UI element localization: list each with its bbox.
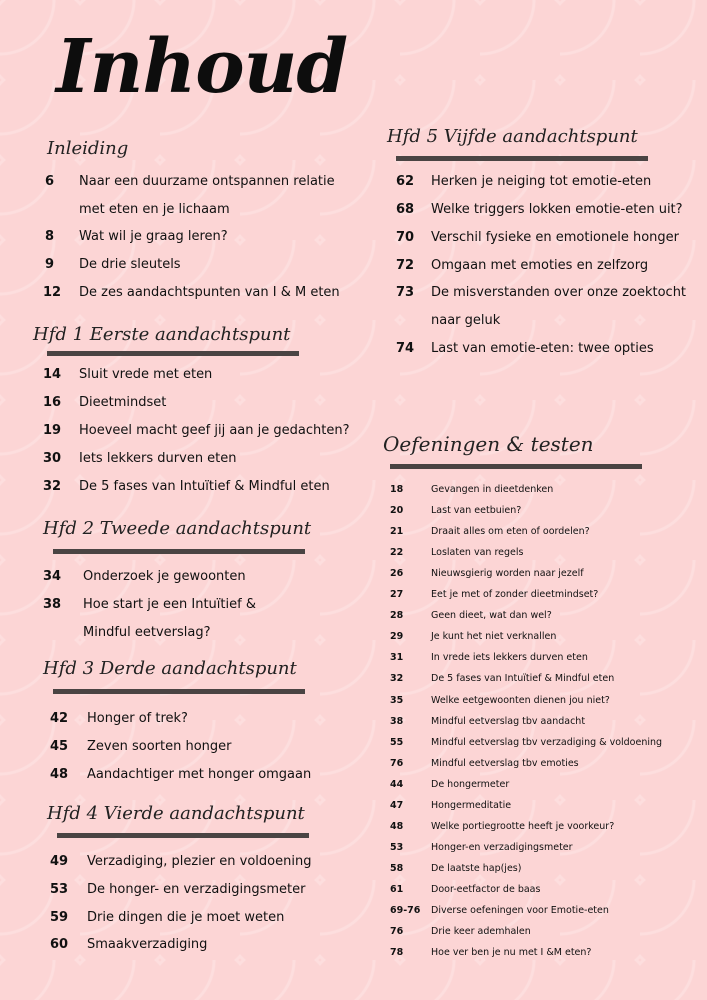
item-text: De 5 fases van Intuïtief & Mindful eten [431,673,615,685]
item-text: De zes aandachtspunten van I & M eten [79,285,340,300]
item-text: In vrede iets lekkers durven eten [431,652,588,664]
page-number: 76 [390,757,404,769]
page-number: 38 [43,597,62,612]
page-number: 32 [43,479,62,494]
section-heading-hfd2: Hfd 2 Tweede aandachtspunt [43,518,312,539]
item-text: Mindful eetverslag tbv emoties [431,757,579,769]
item-text: Hongermeditatie [431,799,512,811]
item-text: Iets lekkers durven eten [79,451,237,466]
item-text: Onderzoek je gewoonten [83,569,246,584]
section-heading-hfd1: Hfd 1 Eerste aandachtspunt [33,324,291,345]
page-number: 73 [396,285,415,300]
page-number: 27 [390,589,404,601]
page-number: 53 [50,882,69,897]
page-number: 74 [396,341,415,356]
item-text: Verschil fysieke en emotionele honger [431,230,680,245]
item-text: Door-eetfactor de baas [431,883,541,895]
page-number: 6 [45,174,55,189]
section-divider [53,689,305,694]
page-number: 70 [396,230,415,245]
item-text: Smaakverzadiging [87,937,208,952]
page-number: 68 [396,202,415,217]
page-number: 32 [390,673,404,685]
page-number: 42 [50,711,69,726]
item-text: Hoe start je een Intuïtief & [83,597,256,612]
item-text: Drie keer ademhalen [431,926,531,938]
page-number: 18 [390,484,404,495]
item-text: Hoeveel macht geef jij aan je gedachten? [79,423,350,438]
page-number: 20 [390,505,404,517]
page-number: 58 [390,862,404,874]
section-divider [390,464,642,469]
item-text: Je kunt het niet verknallen [431,631,557,643]
page-number: 44 [390,778,404,790]
item-text: Geen dieet, wat dan wel? [431,610,552,622]
item-text: Last van eetbuien? [431,505,522,517]
page-number: 48 [390,820,404,832]
item-text: Aandachtiger met honger omgaan [87,767,312,782]
page-number: 26 [390,568,404,580]
page-number: 38 [390,715,404,727]
item-text: Omgaan met emoties en zelfzorg [431,258,649,273]
item-text: Honger of trek? [87,711,188,726]
page-number: 30 [43,451,62,466]
item-text: Diverse oefeningen voor Emotie-eten [431,905,609,916]
item-text: Naar een duurzame ontspannen relatie [79,174,335,189]
section-heading-hfd5: Hfd 5 Vijfde aandachtspunt [387,126,638,147]
page-number: 49 [50,854,69,869]
item-text: Welke portiegrootte heeft je voorkeur? [431,820,615,832]
page-number: 9 [45,257,55,272]
page-number: 21 [390,526,404,538]
section-heading-hfd4: Hfd 4 Vierde aandachtspunt [47,803,305,824]
item-text: Honger-en verzadigingsmeter [431,841,573,853]
page-number: 69-76 [390,905,421,916]
page-number: 78 [390,947,404,959]
item-text-continued: naar geluk [431,313,501,328]
item-text: Gevangen in dieetdenken [431,484,554,495]
section-divider [53,549,305,554]
page-number: 29 [390,631,404,643]
page-number: 48 [50,767,69,782]
page-number: 53 [390,841,404,853]
item-text: Hoe ver ben je nu met I &M eten? [431,947,592,959]
section-heading-oefeningen: Oefeningen & testen [383,432,594,456]
item-text: Wat wil je graag leren? [79,229,228,244]
page-number: 72 [396,258,415,273]
item-text: Mindful eetverslag tbv aandacht [431,715,586,727]
section-heading-hfd3: Hfd 3 Derde aandachtspunt [43,658,297,679]
page-number: 31 [390,652,404,664]
item-text: Welke eetgewoonten dienen jou niet? [431,694,610,706]
page-number: 45 [50,739,69,754]
item-text: Eet je met of zonder dieetmindset? [431,589,599,601]
page-number: 60 [50,937,69,952]
page-number: 35 [390,694,404,706]
section-heading-inleiding: Inleiding [47,138,129,159]
item-text: Welke triggers lokken emotie-eten uit? [431,202,683,217]
item-text: De honger- en verzadigingsmeter [87,882,306,897]
item-text-continued: Mindful eetverslag? [83,625,211,640]
page-number: 14 [43,367,62,382]
item-text: Loslaten van regels [431,547,524,559]
section-divider [57,833,309,838]
page-number: 34 [43,569,62,584]
page-title: Inhoud [56,24,348,110]
item-text: Herken je neiging tot emotie-eten [431,174,652,189]
item-text: De hongermeter [431,778,510,790]
item-text: De misverstanden over onze zoektocht [431,285,687,300]
item-text: Nieuwsgierig worden naar jezelf [431,568,584,580]
item-text: Dieetmindset [79,395,167,410]
item-text: Sluit vrede met eten [79,367,213,382]
item-text: Last van emotie-eten: twee opties [431,341,654,356]
item-text: Zeven soorten honger [87,739,232,754]
item-text-continued: met eten en je lichaam [79,202,230,217]
page-number: 19 [43,423,62,438]
item-text: De drie sleutels [79,257,181,272]
page-number: 28 [390,610,404,622]
page-number: 59 [50,910,69,925]
page-number: 16 [43,395,62,410]
section-divider [396,156,648,161]
item-text: Mindful eetverslag tbv verzadiging & voldoening [431,736,663,748]
page-number: 55 [390,736,404,748]
item-text: Drie dingen die je moet weten [87,910,285,925]
page-number: 62 [396,174,415,189]
page-number: 22 [390,547,404,559]
item-text: Verzadiging, plezier en voldoening [87,854,312,869]
page-number: 76 [390,926,404,938]
page-number: 47 [390,799,404,811]
section-divider [47,351,299,356]
page-number: 61 [390,883,404,895]
page-number: 12 [43,285,62,300]
page-number: 8 [45,229,55,244]
item-text: Draait alles om eten of oordelen? [431,526,590,538]
item-text: De laatste hap(jes) [431,862,522,874]
item-text: De 5 fases van Intuïtief & Mindful eten [79,479,330,494]
